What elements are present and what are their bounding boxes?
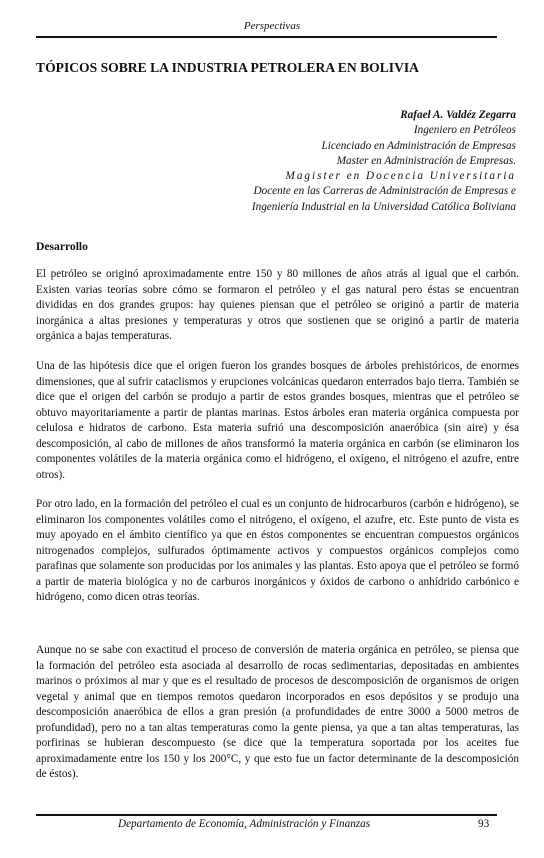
- header-divider: [36, 36, 497, 38]
- body-paragraph: Una de las hipótesis dice que el origen fueron los grandes bosques de árboles prehistóricos, de enormes dimensiones, que al sufrir cataclismos y erupciones volcánicas quedaron enterrados bajo tierra. También se dice que el origen del carbón se produjo a partir de estos grandes bosques, mientras que el petróleo se obtuvo mayoritariamente a partir de plantas marinas. Estos árboles eran materia orgánica compuesta por celulosa e hidratos de carbono. Esta materia sufrió una descomposición anaeróbica (sin aire) y ésa descomposición, al cabo de millones de años transformó la materia orgánica en carbón (se eliminaron los componentes volátiles de la materia orgánica como el hidrógeno, el oxígeno, el nitrógeno el azufre, entre otros).: [36, 360, 519, 481]
- author-block: [96, 108, 516, 215]
- section-heading: Desarrollo: [36, 240, 88, 253]
- article-title: TÓPICOS SOBRE LA INDUSTRIA PETROLERA EN BOLIVIA: [36, 60, 419, 75]
- running-header: Perspectivas: [243, 20, 301, 32]
- author-name: Rafael A. Valdéz Zegarra: [400, 109, 516, 121]
- body-paragraph: Por otro lado, en la formación del petróleo el cual es un conjunto de hidrocarburos (carbón e hidrógeno), se eliminaron los componentes volátiles como el nitrógeno, el oxígeno, el azufre, etc. Este punto de vista es muy apoyado en el ámbito científico ya que en éstos componentes se encuentran compuestos orgánicos nitrogenados complejos, sulfurados óptimamente activos y compuestos orgánicos complejos como parafinas que solamente son producidas por los animales y las plantas. Esto apoya que el petróleo se formó a partir de materia biológica y no de carburos inorgánicos y óxidos de carbono o anhídrido carbónico e hidrógeno, como dicen otras teorías.: [36, 498, 519, 603]
- author-credential: Master en Administración de Empresas.: [336, 154, 516, 167]
- author-credential: Licenciado en Administración de Empresas: [321, 139, 516, 152]
- footer-divider: [36, 814, 497, 816]
- author-credential: Ingeniero en Petróleos: [413, 124, 516, 137]
- author-credential: Magister en Docencia Universitaria: [285, 170, 516, 183]
- author-credential: Ingeniería Industrial en la Universidad Católica Boliviana: [251, 200, 516, 213]
- page-number: 93: [478, 818, 490, 830]
- author-credential: Docente en las Carreras de Administración de Empresas e: [253, 185, 516, 198]
- body-paragraph: Aunque no se sabe con exactitud el proceso de conversión de materia orgánica en petróleo, se piensa que la formación del petróleo esta asociada al desarrollo de rocas sedimentarias, depositadas en ambientes marinos o próximos al mar y que es el resultado de procesos de descomposición de organismos de origen vegetal y animal que en tiempos remotos quedaron incorporados en esos depósitos y se produjo una descomposición anaeróbica de ellos a gran presión (a profundidades de entre 3000 a 5000 metros de profundidad), pero no a tan altas temperaturas como la gente piensa, ya que a tan altas temperaturas, las porfirinas se hubieran descompuesto (se dice que la temperatura soportada por los aceites fue aproximadamente entre los 150 y los 200°C, y que esto fue un factor determinante de la descomposición de éstos).: [36, 644, 519, 780]
- running-footer: Departamento de Economía, Administración y Finanzas: [118, 818, 371, 830]
- body-paragraph: El petróleo se originó aproximadamente entre 150 y 80 millones de años atrás al igual que el carbón. Existen varias teorías sobre cómo se formaron el petróleo y el gas natural pero éstas se encuentran divididas en dos grandes grupos: hay quienes piensan que el petróleo se originó a partir de materia inorgánica a altas presiones y temperaturas y otros que sostienen que se originó a partir de materia orgánica a bajas temperaturas.: [36, 268, 519, 342]
